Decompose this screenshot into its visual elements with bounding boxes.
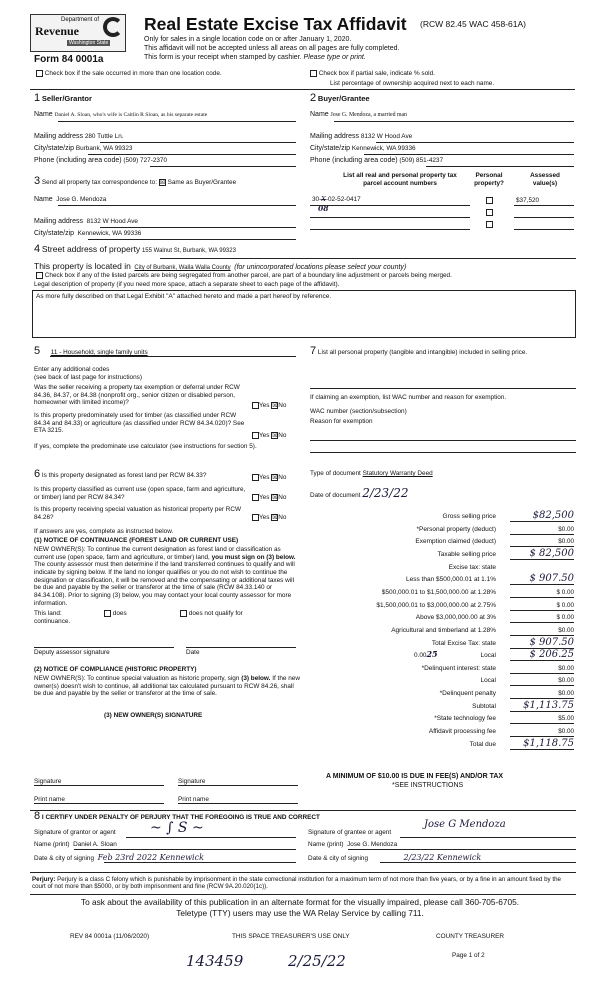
tax-row-value: $0.00 (558, 525, 574, 533)
additional-codes-label: Enter any additional codes (see back of last page for instructions) (34, 366, 142, 381)
personal-property-header: Personal property? (474, 172, 504, 187)
new-owner-signature-title: (3) NEW OWNER(S) SIGNATURE (104, 712, 203, 719)
tax-row-label: *Personal property (deduct) (416, 525, 496, 533)
tax-row-value: $1,118.75 (523, 737, 574, 749)
tax-row-label: $1,500,000.01 to $3,000,000.00 at 2.75% (376, 601, 496, 609)
tax-row-value: $0.00 (558, 664, 574, 672)
deputy-signature-label: Deputy assessor signature (34, 649, 110, 656)
personal-property-checkbox-1[interactable] (486, 197, 493, 204)
tax-row-label: Above $3,000,000.00 at 3% (415, 614, 496, 622)
notice-compliance-text: NEW OWNER(S): To continue special valuation as historic property, sign (3) below. If the new owner(s) doesn't wish to continue, all additional tax calculated pursuant to RCW 84.26, shall be due and payable by the seller or transferor at the time of sale. (34, 675, 300, 698)
partial-sale-checkbox[interactable] (310, 70, 317, 77)
revision-label: REV 84 0001a (11/06/2020) (70, 933, 150, 940)
sec3-name-row: Name Jose G. Mendoza (34, 196, 107, 203)
tax-row-label: Local (480, 652, 496, 660)
tax-row-line (510, 711, 574, 712)
doc-date-row: Date of document 2/23/22 (310, 486, 409, 500)
tax-row-line (510, 610, 574, 611)
tax-row-line (510, 584, 574, 585)
tax-row-value: $0.00 (558, 626, 574, 634)
buyer-name-row: Name Jose G. Mendoza, a married man (310, 111, 407, 118)
exemption-note: If claiming an exemption, list WAC number and reason for exemption. (310, 394, 507, 401)
tax-row-value: $ 907.50 (529, 573, 574, 585)
see-instructions: *SEE INSTRUCTIONS (392, 782, 464, 789)
grantor-signature: ~ ∫ S ~ (150, 820, 204, 836)
tax-row-value: $ 0.00 (556, 614, 574, 622)
tax-row-line (510, 597, 574, 598)
assessed-value-1: $37,520 (516, 197, 540, 204)
forest-land-answer: Yes ☒No (252, 474, 286, 482)
tax-row-value: $1,113.75 (523, 699, 574, 711)
accessibility-line-1: To ask about the availability of this publication in an alternate format for the visually impaired, please call 360-705-6705. (80, 897, 520, 907)
accessibility-line-2: Teletype (TTY) users may use the WA Relay Service by calling 711. (176, 908, 424, 918)
tax-row-label: *Delinquent interest: state (421, 664, 496, 672)
tax-row-label: *Delinquent penalty (439, 690, 496, 698)
header-sub2: This affidavit will not be accepted unless all areas on all pages are fully completed. (144, 45, 400, 52)
grantor-name-print: Name (print) Daniel A. Sloan (34, 841, 117, 848)
buyer-mail-row: Mailing address 8132 W Hood Ave (310, 133, 413, 140)
treasurer-date: 2/25/22 (288, 952, 346, 970)
tax-row-label: Less than $500,000.01 at 1.1% (406, 576, 496, 584)
list-percentage-note: List percentage of ownership acquired next to each name. (330, 80, 495, 87)
tax-row-line (510, 622, 574, 623)
seller-phone-row: Phone (including area code) (509) 727-2370 (34, 157, 168, 164)
form-rcw: (RCW 82.45 WAC 458-61A) (420, 19, 526, 29)
tax-correspondence-row: 3 Send all property tax correspondence to: ☒ Same as Buyer/Grantee (34, 175, 237, 187)
partial-sale-checkbox-row[interactable]: Check box if partial sale, indicate % sold. (310, 70, 435, 78)
tax-row-label: $500,000.01 to $1,500,000.00 at 1.28% (381, 588, 496, 596)
location-row: This property is located in City of Burbank, Walla Walla County (for unincorporated locations please select your county) (34, 261, 407, 271)
page-number: Page 1 of 2 (452, 952, 485, 959)
timber-answer: Yes ☒No (252, 432, 286, 440)
certify-row: 8 I CERTIFY UNDER PENALTY OF PERJURY THAT THE FOREGOING IS TRUE AND CORRECT (34, 810, 320, 822)
tax-row-line (510, 534, 574, 535)
county-treasurer-label: COUNTY TREASURER (436, 933, 504, 940)
tax-row-label: Subtotal (472, 702, 496, 710)
tax-row-line (510, 673, 574, 674)
exemption-reason-label: Reason for exemption (310, 418, 373, 425)
form-title: Real Estate Excise Tax Affidavit (144, 14, 407, 34)
doc-type-row: Type of document Statutory Warranty Deed (310, 470, 433, 477)
current-use-answer: Yes ☒No (252, 494, 286, 502)
notice-compliance-title: (2) NOTICE OF COMPLIANCE (HISTORIC PROPERTY) (34, 666, 197, 673)
treasurer-use-label: THIS SPACE TREASURER'S USE ONLY (232, 933, 350, 940)
tax-row-value: $ 0.00 (556, 601, 574, 609)
parcel-number-1: 30-X-02-52-0417 (312, 195, 361, 203)
tax-row-value: $82,500 (532, 510, 574, 521)
seller-city-row: City/state/zip Burbank, WA 99323 (34, 145, 133, 152)
sec3-city-row: City/state/zip Kennewick, WA 99336 (34, 230, 142, 237)
tax-row-label: Gross selling price (442, 513, 496, 520)
this-land-row: This land: does does not qualify for continuance. (34, 610, 243, 625)
tax-row-value: $ 82,500 (529, 547, 574, 559)
tax-row-line (510, 685, 574, 686)
tax-row-value: $0.00 (558, 538, 574, 546)
deputy-date-label: Date (186, 649, 200, 656)
forest-land-row: 6 Is this property designated as forest land per RCW 84.33? (34, 468, 207, 480)
segregated-checkbox-row[interactable]: Check box if any of the listed parcels are being segregated from another parcel, are part of a boundary line adjustment or parcels being merged. (36, 272, 452, 280)
current-use-question: Is this property classified as current use (open space, farm and agriculture, or timber) land per RCW 84.34? (34, 486, 246, 501)
local-rate: 0.0025 (414, 649, 438, 660)
assessed-value-header: Assessed value(s) (530, 172, 560, 187)
tax-row-line (510, 749, 574, 750)
wac-number-label: WAC number (section/subsection) (310, 408, 407, 415)
minimum-due: A MINIMUM OF $10.00 IS DUE IN FEE(S) AND/OR TAX (326, 773, 504, 780)
tax-row-label: Agricultural and timberland at 1.28% (391, 626, 496, 634)
notice-continuance-title: (1) NOTICE OF CONTINUANCE (FOREST LAND OR CURRENT USE) (34, 537, 239, 544)
personal-property-checkbox-2[interactable] (486, 209, 493, 216)
predominate-use-note: If yes, complete the predominate use calculator (see instructions for section 5). (34, 443, 257, 450)
tax-row-line (510, 723, 574, 724)
exemption-answer: Yes ☒No (252, 402, 286, 410)
owner-print-label-1: Print name (34, 796, 65, 803)
grantor-date-city: Date & city of signing Feb 23rd 2022 Kennewick (34, 853, 204, 862)
segregated-checkbox[interactable] (36, 272, 43, 279)
tax-row-label: Total Excise Tax: state (431, 639, 496, 647)
seller-name-row: Name Daniel A. Sloan, who's wife is Caitlin R Sloan, as his separate estate (34, 111, 208, 118)
historic-answer: Yes ☒No (252, 514, 286, 522)
buyer-phone-row: Phone (including area code) (509) 851-4237 (310, 157, 444, 164)
tax-row-value: $ 206.25 (529, 649, 574, 661)
multi-location-checkbox[interactable] (36, 70, 43, 77)
multi-location-checkbox-row[interactable]: Check box if the sale occurred in more than one location code. (36, 70, 222, 78)
tax-row-value: $0.00 (558, 690, 574, 698)
seller-heading: 1 Seller/Grantor (34, 92, 92, 104)
personal-property-checkbox-3[interactable] (486, 221, 493, 228)
tax-row-value: $0.00 (558, 677, 574, 685)
buyer-heading: 2 Buyer/Grantee (310, 92, 370, 104)
logo-state-text: Washington State (69, 40, 109, 46)
header-sub3: This form is your receipt when stamped by cashier. Please type or print. (144, 54, 366, 61)
exemption-question: Was the seller receiving a property tax exemption or deferral under RCW 84.36, 84.37, or 84.38 (nonprofit org., senior citizen or disabled person, homeowner with limited income)? (34, 384, 240, 407)
tax-row-line (510, 660, 574, 661)
seller-mail-row: Mailing address 280 Tuttle Ln. (34, 133, 124, 140)
sec3-mail-row: Mailing address 8132 W Hood Ave (34, 218, 138, 225)
owner-signature-label-1: Signature (34, 778, 62, 785)
tax-row-label: Exemption claimed (deduct) (415, 538, 496, 546)
grantee-name-print: Name (print) Jose G. Mendoza (308, 841, 398, 848)
tax-row-label: Total due (469, 740, 496, 748)
personal-property-list: 7 List all personal property (tangible and intangible) included in selling price. (310, 345, 528, 357)
tax-row-value: $ 907.50 (529, 636, 574, 648)
tax-row-value: $5.00 (558, 715, 574, 723)
tax-row-line (510, 559, 574, 560)
header-sub1: Only for sales in a single location code on or after January 1, 2020. (144, 36, 352, 43)
owner-signature-label-2: Signature (178, 778, 206, 785)
grantee-signature: Jose G Mendoza (424, 819, 506, 830)
logo-revenue-text: Revenue (35, 24, 79, 38)
logo-dept-text: Department of (61, 17, 100, 23)
tax-row-value: $0.00 (558, 728, 574, 736)
logo-swirl-icon (103, 17, 123, 37)
grantee-signature-label: Signature of grantee or agent (308, 829, 392, 836)
owner-print-label-2: Print name (178, 796, 209, 803)
dor-logo (30, 14, 126, 52)
legal-description-box[interactable]: As more fully described on that Legal Exhibit "A" attached hereto and made a part hereof by reference. (32, 290, 576, 338)
tax-row-line (510, 521, 574, 522)
timber-question: Is this property predominately used for timber (as classified under RCW 84.34 and 84.33) or agriculture (as classified under RCW 84.34.020)? See ETA 3215. (34, 412, 245, 435)
buyer-city-row: City/state/zip Kennewick, WA 99336 (310, 145, 416, 152)
parcel-header: List all real and personal property tax parcel account numbers (343, 172, 457, 187)
if-answers-yes: If answers are yes, complete as instructed below. (34, 528, 174, 535)
same-as-buyer-checkbox[interactable]: ☒ (159, 179, 166, 186)
legal-description-label: Legal description of property (if you need more space, attach a separate sheet to each page of the affidavit). (34, 281, 340, 288)
land-use-code-row: 5 11 - Household, single family units (34, 345, 148, 357)
tax-row-value: $ 0.00 (556, 588, 574, 596)
tax-row-label: Affidavit processing fee (428, 728, 496, 736)
tax-row-label: Taxable selling price (437, 550, 496, 558)
parcel-handwritten-08: 08 (318, 204, 329, 213)
tax-row-label: Excise tax: state (448, 563, 496, 571)
form-number: Form 84 0001a (34, 54, 104, 65)
perjury-box: Perjury: Perjury is a class C felony which is punishable by imprisonment in the state correctional institution for a maximum term of not more than five years, or by a fine in an amount fixed by the court of not more than $5000, or by both imprisonment and fine (RCW 9A.20.020(1c)). (30, 872, 576, 895)
tax-row-label: Local (480, 677, 496, 685)
grantee-date-city: Date & city of signing 2/23/22 Kennewick (308, 853, 482, 862)
grantor-signature-label: Signature of grantor or agent (34, 829, 116, 836)
treasurer-receipt-number: 143459 (186, 952, 244, 970)
street-address-row: 4 Street address of property 155 Walnut St, Burbank, WA 99323 (34, 243, 236, 255)
tax-row-label: *State technology fee (434, 715, 496, 723)
notice-continuance-text: NEW OWNER(S): To continue the current designation as forest land or classification as current use (open space, farm and agriculture, or timber) land, you must sign on (3) below. The county assessor must then determine if the land transferred continues to qualify and will indicate by signing below. If the land no longer qualifies or you do not wish to continue the designation or classification, it will be removed and the compensating or additional taxes will be due and payable by the seller or transferor at the time of sale (RCW 84.33.140 or 84.34.108). Prior to signing (3) below, you may contact your local county assessor for more information. (34, 546, 296, 607)
historic-question: Is this property receiving special valuation as historical property per RCW 84.26? (34, 506, 242, 521)
